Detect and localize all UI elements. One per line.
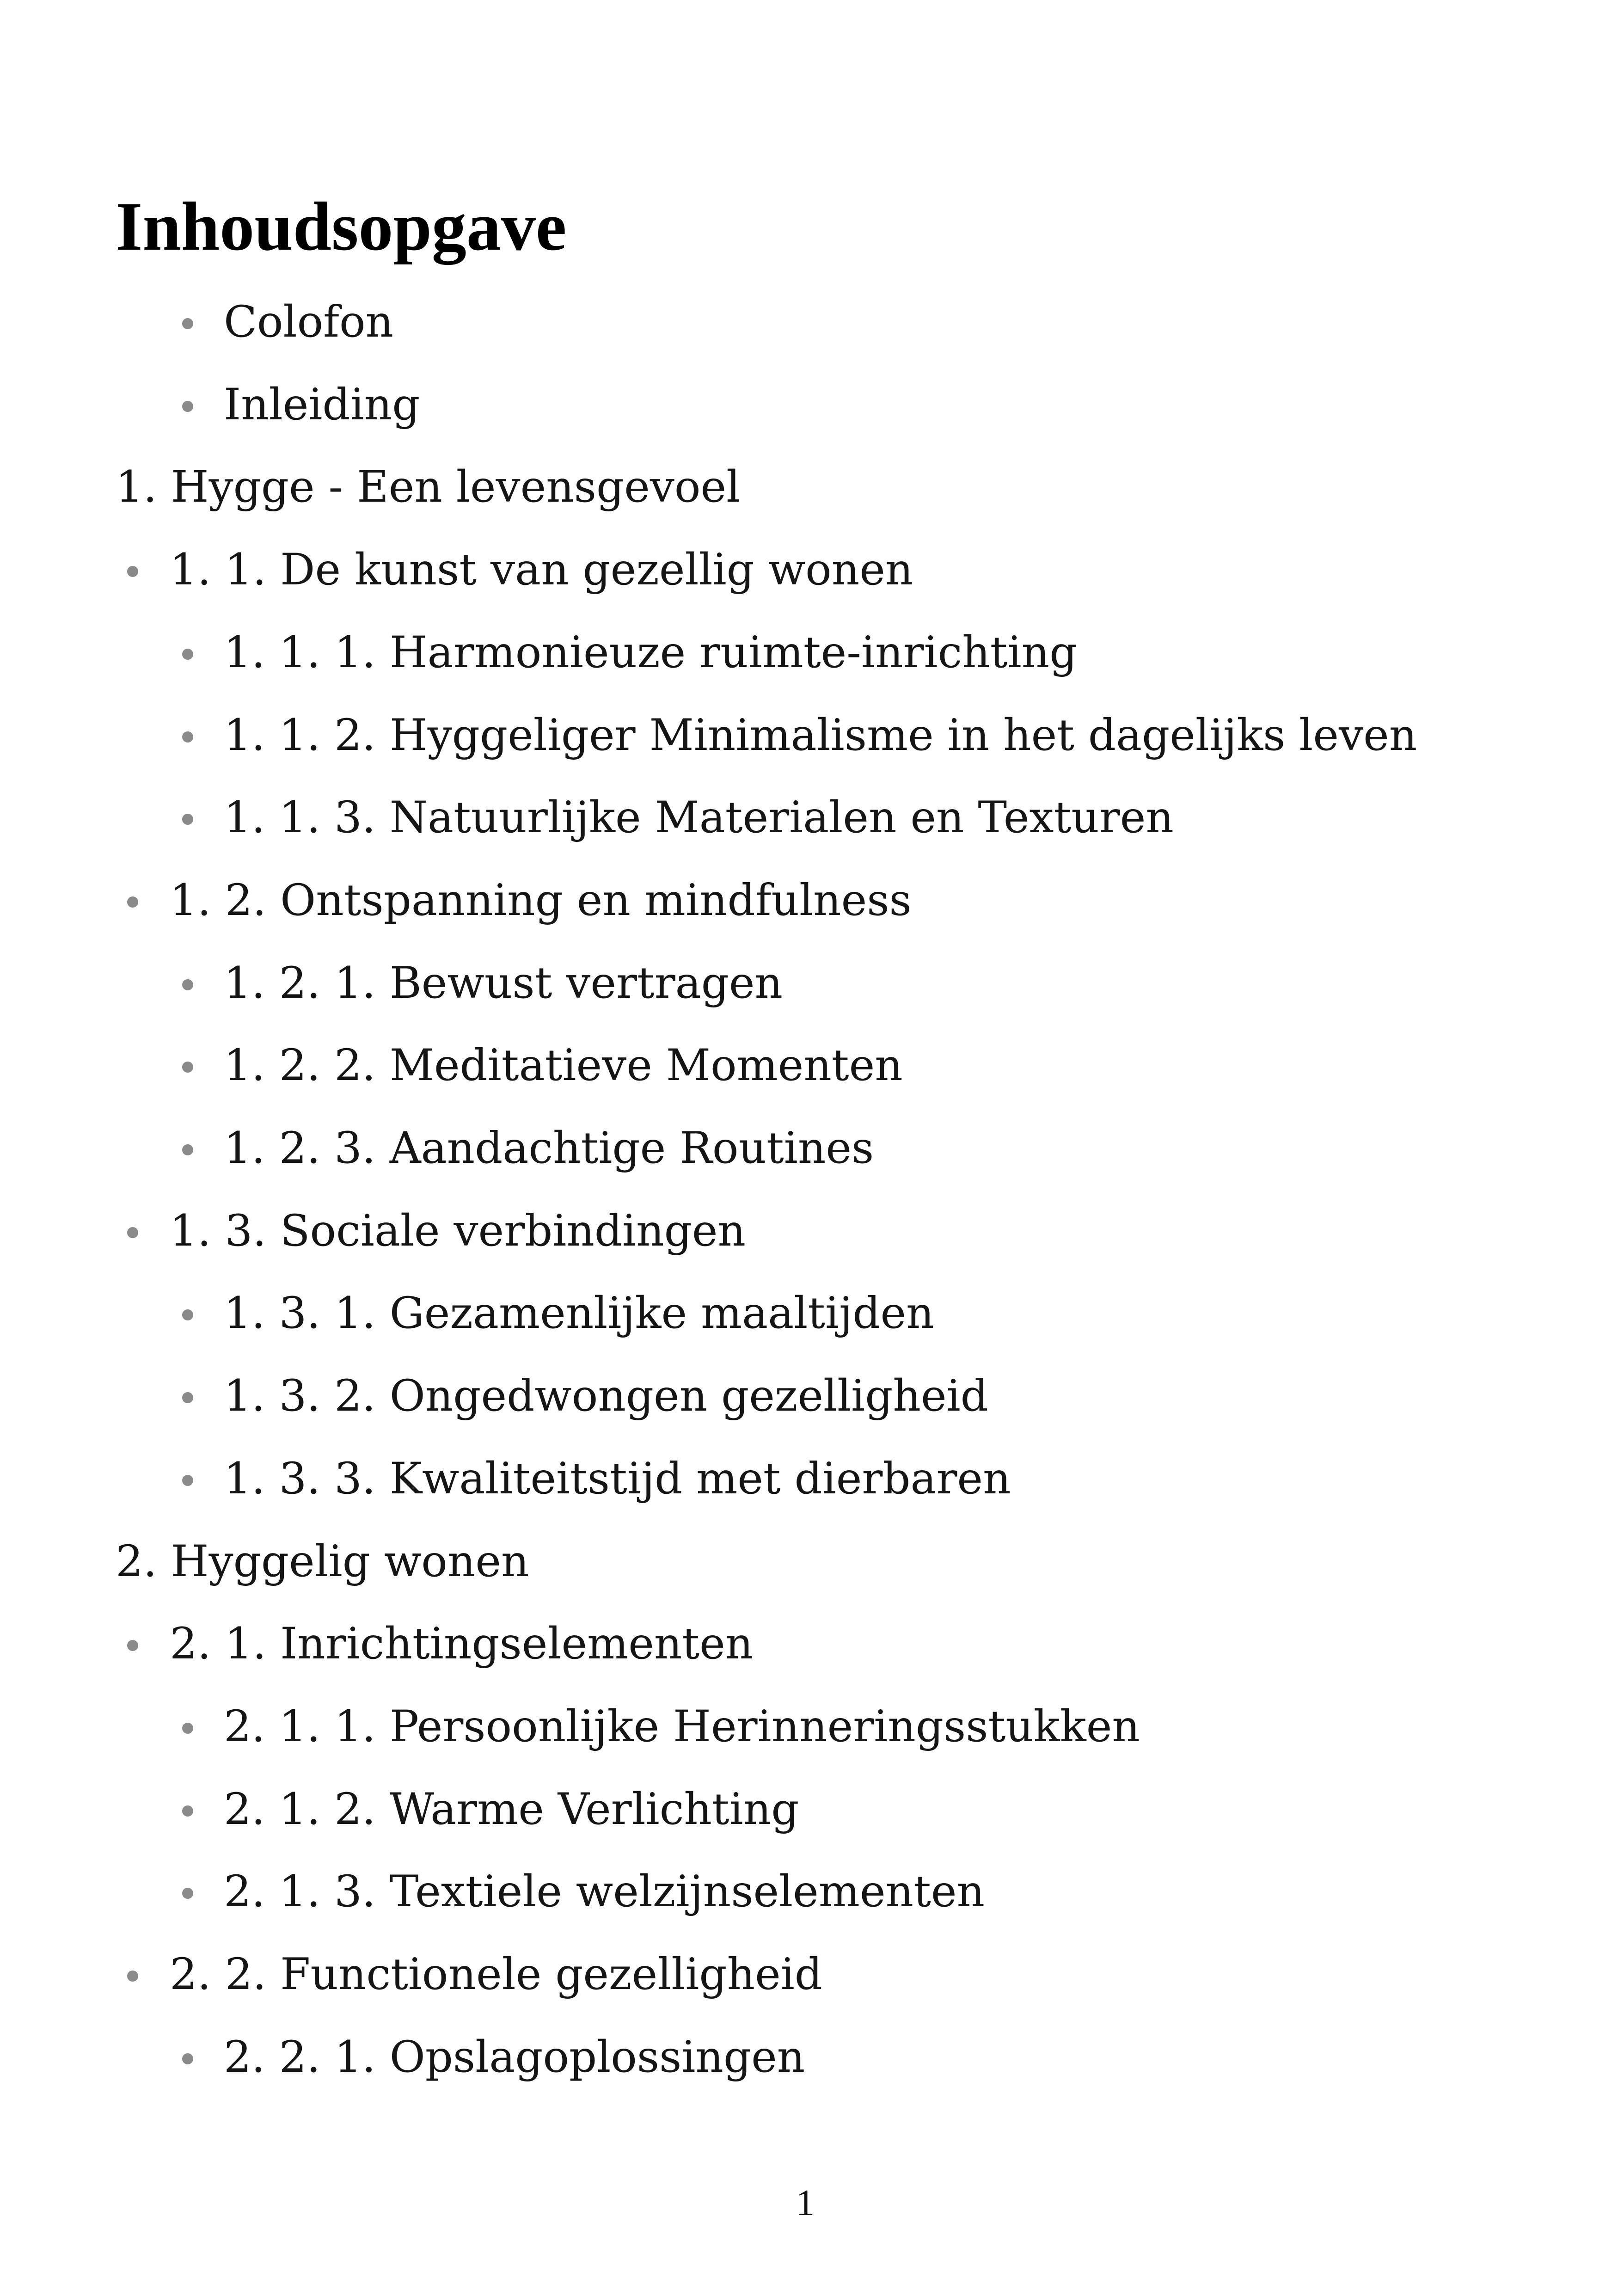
toc-subsection[interactable]: [224, 1701, 1140, 1752]
toc-section[interactable]: [170, 1949, 822, 2000]
bullet-icon: [127, 896, 138, 908]
bullet-icon: [182, 649, 193, 660]
bullet-icon: [182, 1062, 193, 1073]
toc-entry-label: 1. Hygge - Een levensgevoel: [116, 462, 741, 512]
bullet-icon: [182, 318, 193, 329]
bullet-icon: [182, 1144, 193, 1155]
bullet-icon: [182, 1309, 193, 1320]
bullet-icon: [127, 1971, 138, 1982]
toc-entry-label: 2. 2. 1. Opslagoplossingen: [224, 2032, 805, 2082]
toc-entry-label: 1. 2. 2. Meditatieve Momenten: [224, 1040, 903, 1091]
toc-entry-label: 1. 3. Sociale verbindingen: [170, 1206, 746, 1256]
bullet-icon: [182, 731, 193, 743]
toc-subsection[interactable]: [224, 1288, 934, 1338]
toc-entry-label: Inleiding: [224, 380, 420, 430]
bullet-icon: [127, 1640, 138, 1651]
toc-entry-label: 1. 1. 3. Natuurlijke Materialen en Texturen: [224, 792, 1174, 843]
bullet-icon: [182, 2053, 193, 2064]
toc-entry-label: 1. 3. 2. Ongedwongen gezelligheid: [224, 1371, 988, 1421]
toc-entry-label: 2. 2. Functionele gezelligheid: [170, 1949, 822, 2000]
toc-entry-label: 1. 1. 1. Harmonieuze ruimte-inrichting: [224, 627, 1078, 678]
toc-entry-label: 2. Hyggelig wonen: [116, 1536, 529, 1587]
bullet-icon: [182, 1475, 193, 1486]
page-title: Inhoudsopgave: [116, 188, 567, 265]
toc-section[interactable]: [170, 545, 913, 595]
bullet-icon: [182, 979, 193, 990]
toc-subsection[interactable]: [224, 2032, 805, 2082]
bullet-icon: [182, 1723, 193, 1734]
toc-section[interactable]: [170, 875, 912, 926]
toc-entry-label: 2. 1. 3. Textiele welzijnselementen: [224, 1866, 985, 1917]
toc-entry-label: Colofon: [224, 297, 394, 347]
toc-subsection[interactable]: [224, 1866, 985, 1917]
toc-entry-label: 1. 1. De kunst van gezellig wonen: [170, 545, 913, 595]
bullet-icon: [182, 1392, 193, 1403]
toc-chapter[interactable]: [116, 462, 741, 512]
toc-section[interactable]: [170, 1206, 746, 1256]
toc-subsection[interactable]: [224, 1784, 799, 1835]
toc-section[interactable]: [170, 1619, 754, 1669]
toc-subsection[interactable]: [224, 1123, 874, 1173]
toc-subsection[interactable]: [224, 792, 1174, 843]
toc-entry-label: 1. 2. Ontspanning en mindfulness: [170, 875, 912, 926]
page-number: 1: [796, 2183, 815, 2223]
bullet-icon: [127, 566, 138, 577]
toc-entry-label: 1. 3. 1. Gezamenlijke maaltijden: [224, 1288, 934, 1338]
toc-entry-label: 1. 2. 1. Bewust vertragen: [224, 958, 783, 1008]
toc-subsection[interactable]: [224, 380, 420, 430]
toc-entry-label: 1. 1. 2. Hyggeliger Minimalisme in het dagelijks leven: [224, 710, 1417, 761]
toc-subsection[interactable]: [224, 627, 1078, 678]
toc-subsection[interactable]: [224, 1371, 988, 1421]
bullet-icon: [182, 1805, 193, 1817]
toc-entry-label: 1. 2. 3. Aandachtige Routines: [224, 1123, 874, 1173]
toc-subsection[interactable]: [224, 1454, 1011, 1504]
bullet-icon: [182, 1888, 193, 1899]
toc-chapter[interactable]: [116, 1536, 529, 1587]
bullet-icon: [127, 1227, 138, 1238]
toc-subsection[interactable]: [224, 958, 783, 1008]
toc-entry-label: 2. 1. 1. Persoonlijke Herinneringsstukken: [224, 1701, 1140, 1752]
bullet-icon: [182, 401, 193, 412]
bullet-icon: [182, 814, 193, 825]
toc-subsection[interactable]: [224, 297, 394, 347]
toc-entry-label: 2. 1. Inrichtingselementen: [170, 1619, 754, 1669]
toc-entry-label: 1. 3. 3. Kwaliteitstijd met dierbaren: [224, 1454, 1011, 1504]
toc-entry-label: 2. 1. 2. Warme Verlichting: [224, 1784, 799, 1835]
toc-subsection[interactable]: [224, 710, 1417, 761]
toc-subsection[interactable]: [224, 1040, 903, 1091]
